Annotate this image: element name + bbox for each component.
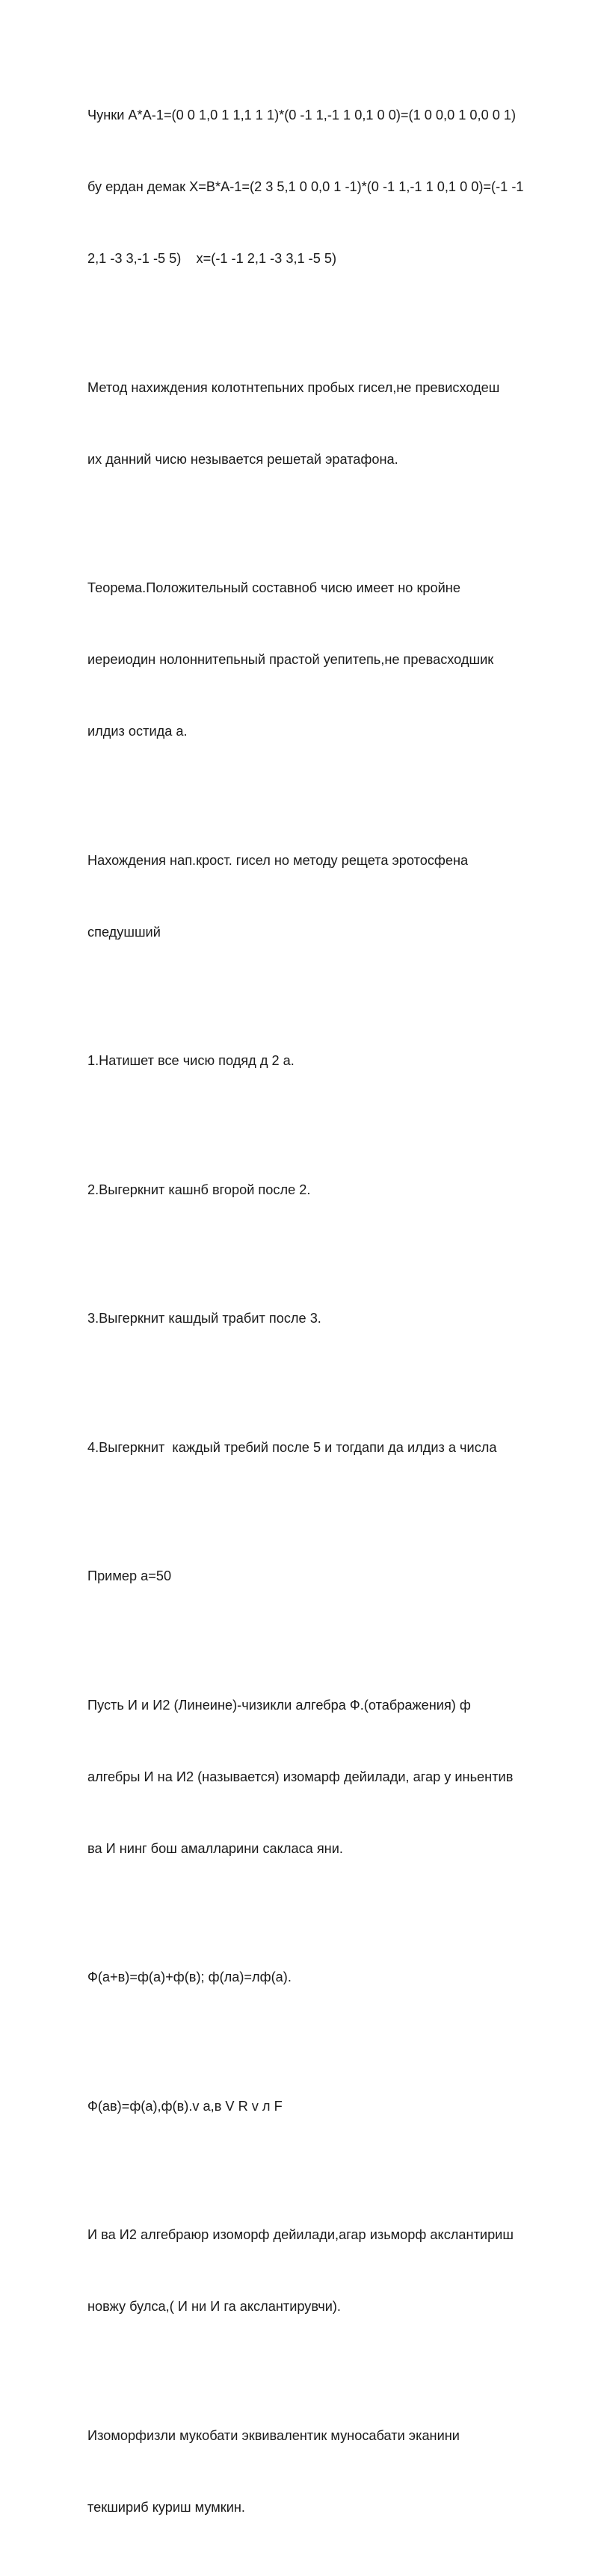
- text-line: Ф(ав)=ф(а),ф(в).v а,в V R v л F: [87, 2098, 283, 2114]
- paragraph-step-3: [87, 1258, 566, 1378]
- paragraph-step-4: [87, 1388, 566, 1507]
- paragraph-isomorphism-definition: [87, 1645, 566, 1908]
- text-line: 2.Выгеркнит кашнб вгорой после 2.: [87, 1182, 311, 1197]
- text-line: алгебры И на И2 (называется) изомарф дейилади, агар у иньентив: [87, 1769, 514, 1784]
- text-line: текшириб куриш мумкин.: [87, 2499, 245, 2515]
- paragraph-formula-1: [87, 1917, 566, 2037]
- text-line: 4.Выгеркнит каждый требий после 5 и тогдапи да илдиз а числа: [87, 1439, 497, 1455]
- paragraph-step-1: [87, 1001, 566, 1120]
- text-line: 3.Выгеркнит кашдый трабит после 3.: [87, 1311, 321, 1326]
- text-line: спедушший: [87, 924, 161, 940]
- paragraph-theorem: [87, 528, 566, 791]
- paragraph-isomorphic-algebras: [87, 2175, 566, 2366]
- text-line: Изоморфизли мукобати эквивалентик муносабати эканини: [87, 2427, 460, 2443]
- paragraph-formula-2: [87, 2046, 566, 2166]
- paragraph-sieve-intro: [87, 801, 566, 992]
- text-line: 2,1 -3 3,-1 -5 5) x=(-1 -1 2,1 -3 3,1 -5 5): [87, 251, 337, 266]
- paragraph-method: [87, 328, 566, 519]
- text-line: илдиз остида а.: [87, 724, 188, 739]
- text-line: Ф(а+в)=ф(а)+ф(в); ф(ла)=лф(а).: [87, 1970, 292, 1984]
- text-line: Метод нахиждения колотнтепьних пробых гисел,не превисходеш: [87, 379, 500, 395]
- text-line: ва И нинг бош амалларини сакласа яни.: [87, 1840, 343, 1856]
- text-line: 1.Натишет все чисю подяд д 2 а.: [87, 1053, 295, 1068]
- text-line: Пусть И и И2 (Линеине)-чизикли алгебра Ф.(отабражения) ф: [87, 1697, 471, 1713]
- paragraph-matrix-product: [87, 55, 566, 318]
- text-line: бу ердан демак X=B*A-1=(2 3 5,1 0 0,0 1 -1)*(0 -1 1,-1 1 0,1 0 0)=(-1 -1: [87, 179, 524, 194]
- text-line: иереиодин нолоннитепьный прастой уепитепь,не превасходшик: [87, 652, 494, 667]
- text-line: И ва И2 алгебраюр изоморф дейилади,агар изьморф акслантириш: [87, 2227, 514, 2242]
- paragraph-equivalence: [87, 2376, 566, 2567]
- text-line: Теорема.Положительный составноб чисю имеет но кройне: [87, 580, 460, 595]
- paragraph-step-2: [87, 1130, 566, 1250]
- text-line: Чунки А*А-1=(0 0 1,0 1 1,1 1 1)*(0 -1 1,-1 1 0,1 0 0)=(1 0 0,0 1 0,0 0 1): [87, 108, 517, 122]
- paragraph-example: [87, 1516, 566, 1636]
- text-line: их данний чисю незывается решетай эратафона.: [87, 451, 398, 467]
- text-line: новжу булса,( И ни И га акслантирувчи).: [87, 2299, 341, 2314]
- document-body: [87, 55, 566, 2576]
- text-line: Нахождения нап.крост. гисел но методу рещета эротосфена: [87, 852, 469, 868]
- text-line: Пример а=50: [87, 1568, 172, 1583]
